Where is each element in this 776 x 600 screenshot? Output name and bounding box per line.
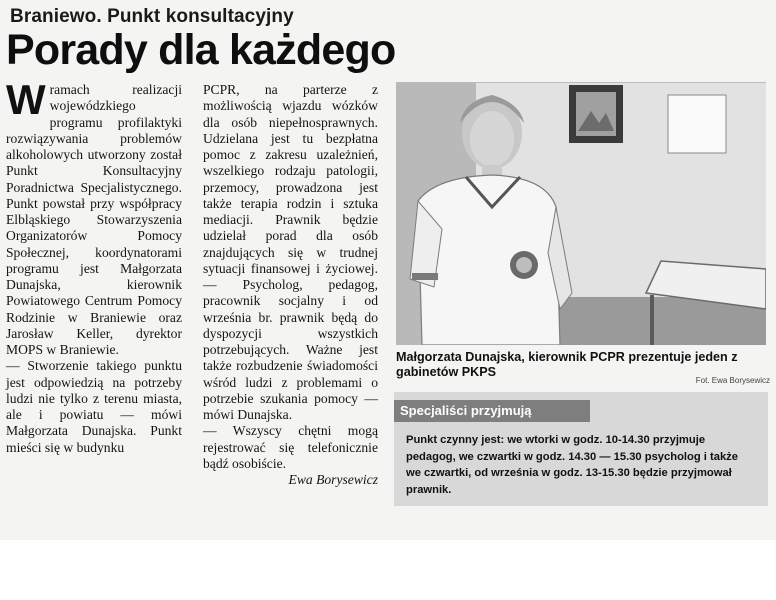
photo-credit: Fot. Ewa Borysewicz: [695, 376, 770, 385]
article-column-2: [203, 82, 378, 488]
article-paragraph-4: — Wszyscy chętni mogą rejestrować się telefonicznie bądź osobiście.: [203, 423, 378, 471]
article-paragraph-1: ramach realizacji wojewódzkiego programu profilaktyki rozwiązywania problemów alkoholowych utworzony został Punkt Konsultacyjny Poradnictwa Specjalistycznego. Punkt powstał przy współpracy Elbląskiego Stowarzyszenia Organizatorów Pomocy Społecznej, koordynatorami programu jest Małgorzata Dunajska, kierownik Powiatowego Centrum Pomocy Rodzinie w Braniewie oraz Jarosław Keller, dyrektor MOPS w Braniewie.: [6, 82, 182, 357]
article-paragraph-2: — Stworzenie takiego punktu jest odpowiedzią na potrzeby ludzi nie tylko z terenu miasta, ale i powiatu — mówi Małgorzata Dunajska. Punkt mieści się w budynku: [6, 358, 182, 455]
article-paragraph-3: PCPR, na parterze z możliwością wjazdu wózków dla osób niepełnosprawnych. Udzielana jest tu bezpłatna pomoc z zakresu uzależnień, wszelkiego rodzaju patologii, przemocy, prowadzona jest także terapia rodzin i sztuka mediacji. Prawnik będzie udzielał porad dla osób znajdujących się w trudnej sytuacji finansowej i życiowej. — Psycholog, pedagog, pracownik socjalny i od września br. prawnik będą do dyspozycji wszystkich potrzebujących. Ważne jest także rozbudzenie świadomości wśród ludzi z problemami o potrzebie szukania pomocy — mówi Dunajska.: [203, 82, 378, 422]
drop-cap: W: [6, 76, 46, 123]
info-box-title: Specjaliści przyjmują: [394, 400, 590, 422]
article-column-1: [6, 76, 182, 456]
article-kicker: Braniewo. Punkt konsultacyjny: [10, 6, 294, 27]
article-photo: [396, 82, 766, 345]
info-box-body: Punkt czynny jest: we wtorki w godz. 10-14.30 przyjmuje pedagog, we czwartki w godz. 14.30 — 15.30 psycholog i także we czwartki, od września w godz. 13-15.30 będzie przyjmował prawnik.: [406, 434, 738, 496]
photo-scene: [396, 83, 766, 345]
photo-caption: Małgorzata Dunajska, kierownik PCPR prezentuje jeden z gabinetów PKPS: [396, 350, 738, 379]
article-headline: Porady dla każdego: [6, 26, 396, 74]
article-author: Ewa Borysewicz: [288, 472, 378, 487]
info-box: [394, 392, 768, 506]
